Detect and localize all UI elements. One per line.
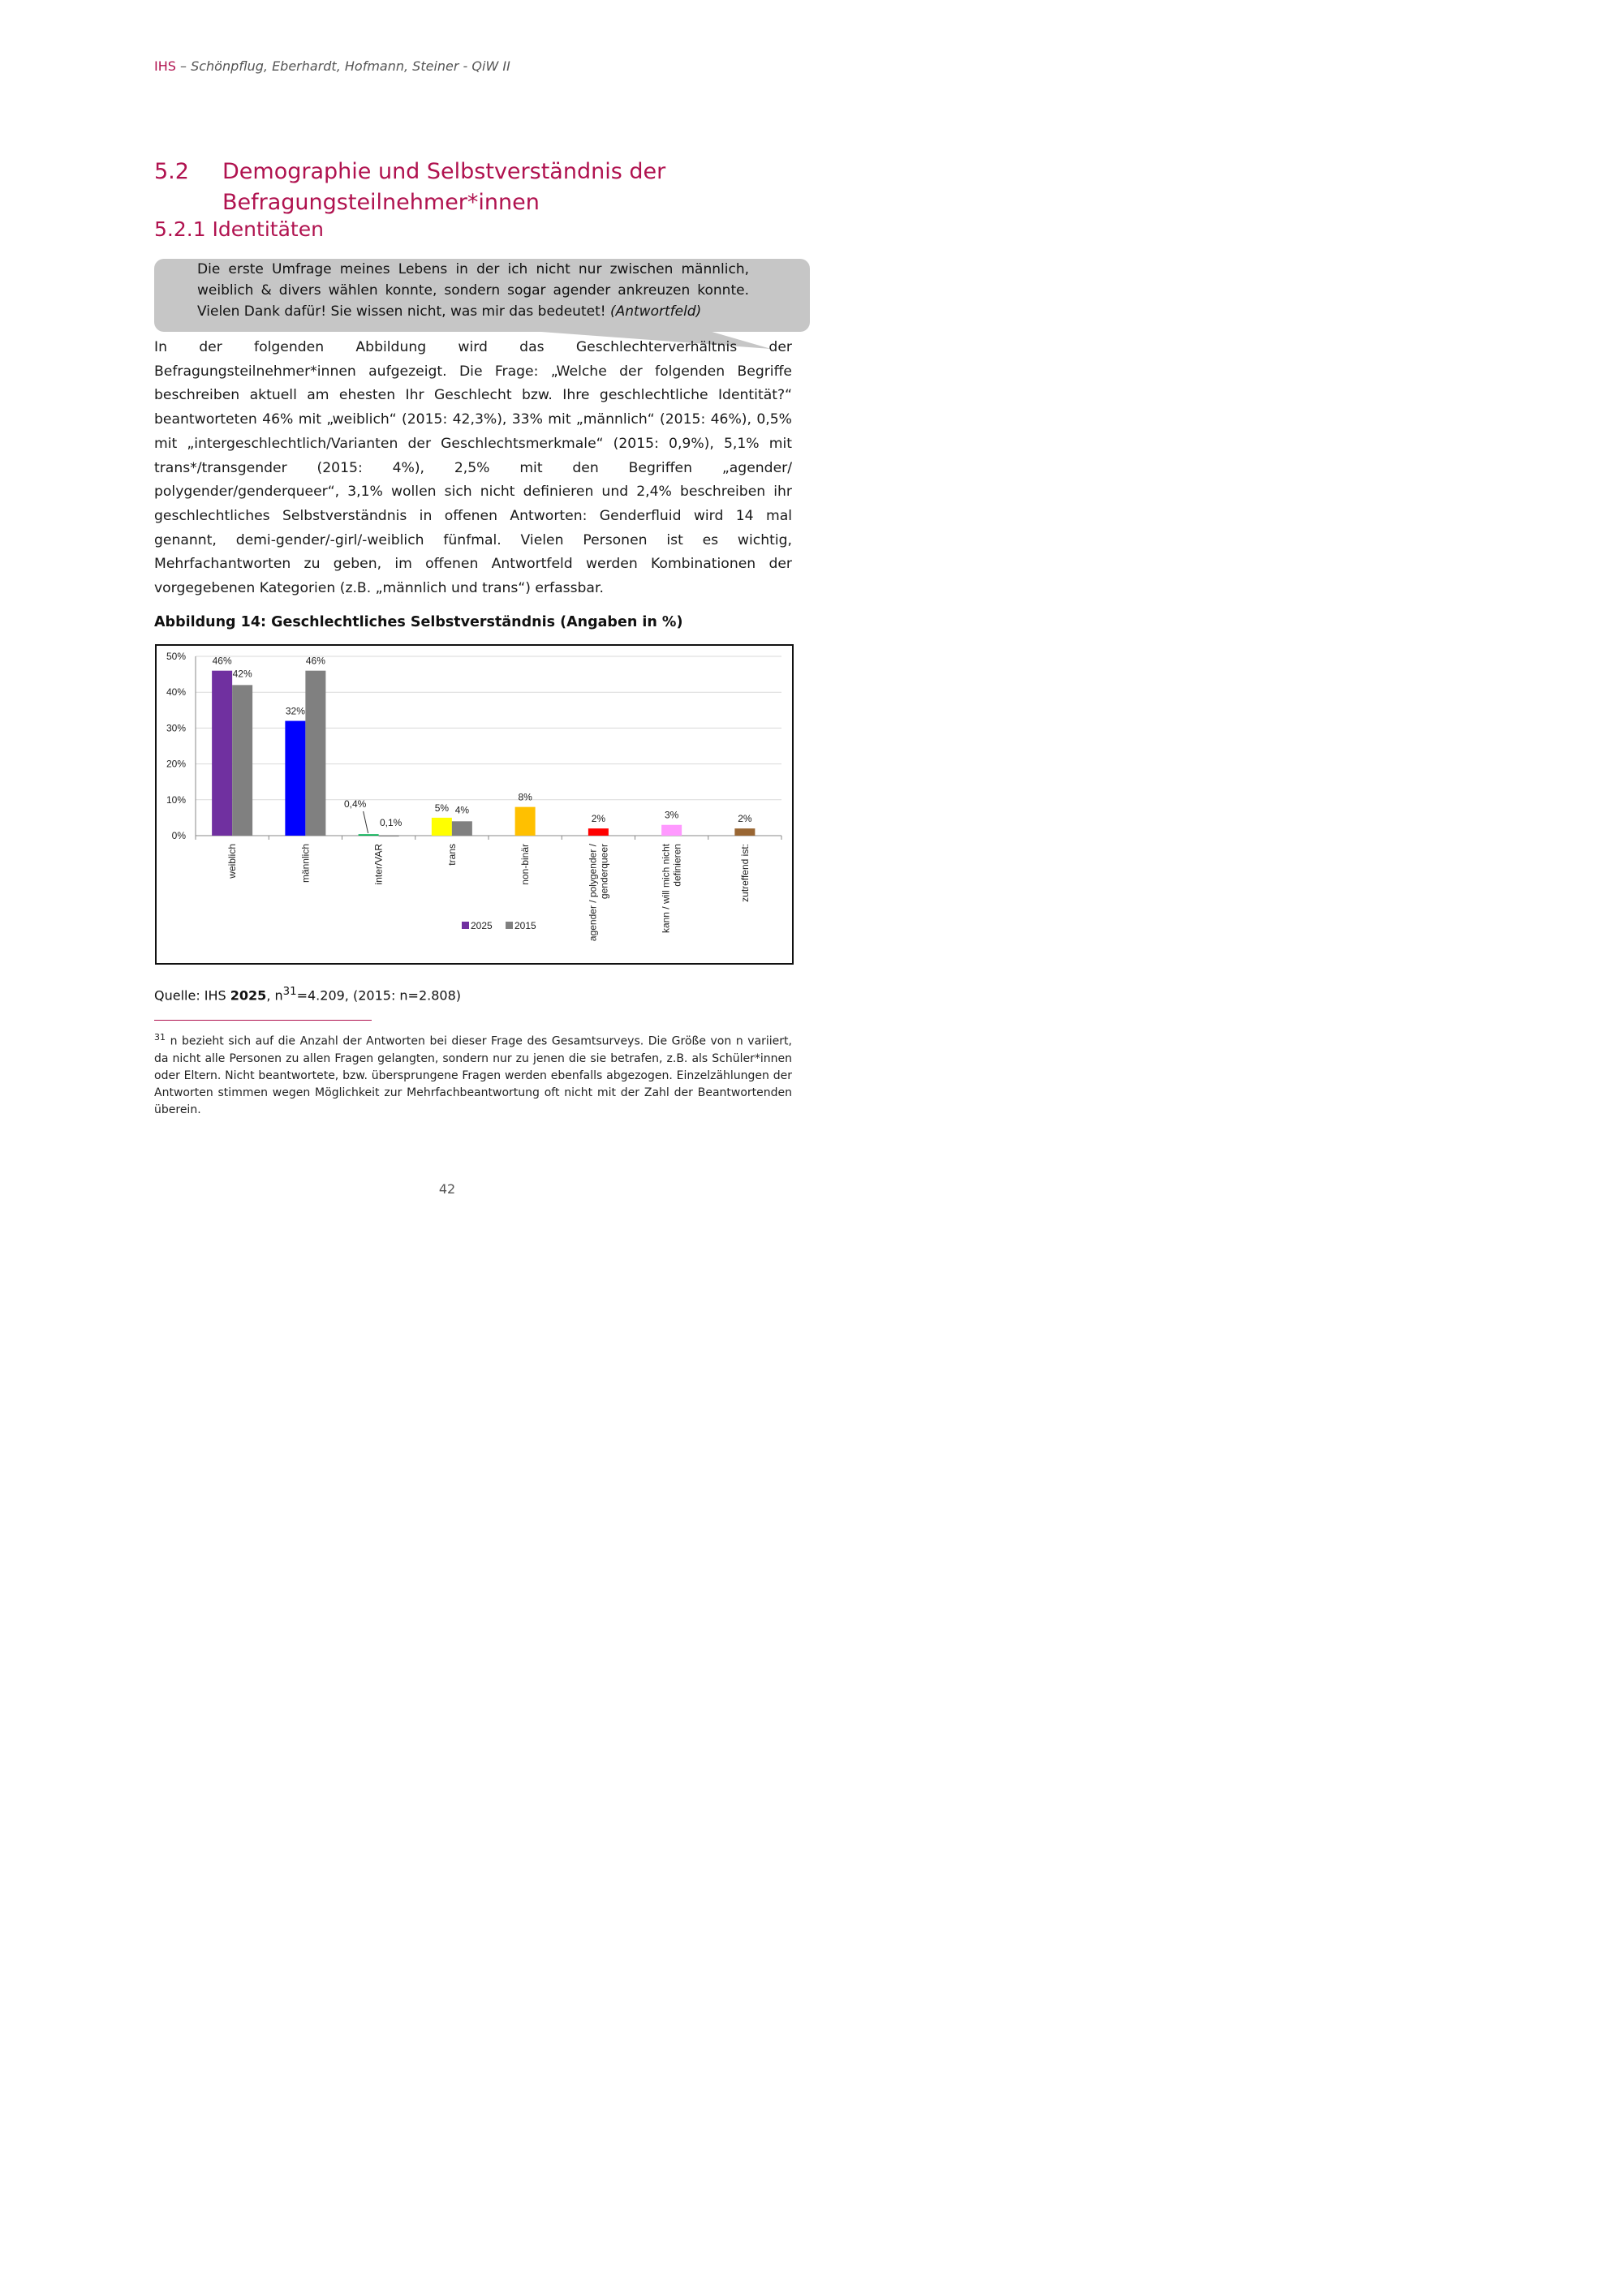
bar-2025 xyxy=(734,828,755,836)
data-label-2015: 4% xyxy=(454,804,470,816)
data-label-2025: 2% xyxy=(738,813,752,825)
source-year: 2025 xyxy=(230,987,267,1004)
data-label-2025: 2% xyxy=(591,813,606,825)
x-tick-label: trans xyxy=(446,844,458,866)
bar-2015 xyxy=(452,821,472,836)
quote-text xyxy=(197,259,749,322)
bar-chart xyxy=(155,644,796,967)
bar-2025 xyxy=(515,807,536,836)
y-tick-label: 0% xyxy=(171,830,186,841)
data-label-2015: 42% xyxy=(232,668,252,680)
x-tick-label: männlich xyxy=(299,844,312,884)
data-label-2025: 8% xyxy=(518,791,532,803)
header-authors: Schönpflug, Eberhardt, Hofmann, Steiner - QiW II xyxy=(191,58,510,74)
bar-2025 xyxy=(588,828,609,836)
bar-2025 xyxy=(359,834,379,836)
y-tick-label: 40% xyxy=(166,686,186,699)
quote-source: (Antwortfeld) xyxy=(609,303,702,320)
footnote-reference[interactable]: 31 xyxy=(282,986,297,998)
header-brand: IHS xyxy=(154,58,176,74)
x-tick-label: non-binär xyxy=(519,844,532,885)
data-label-2025: 3% xyxy=(664,809,679,821)
quote-body: Die erste Umfrage meines Lebens in der ich nicht nur zwischen männlich, weiblich & divers wählen konnte, sondern sogar agender ankreuzen konnte. Vielen Dank dafür! Sie wissen nicht, was mir das bedeutet! xyxy=(197,261,749,320)
legend-label: 2015 xyxy=(514,920,536,931)
page-number: 42 xyxy=(438,1181,456,1197)
x-tick-label: agender / polygender / xyxy=(587,844,599,942)
footnote-text: n bezieht sich auf die Anzahl der Antworten bei dieser Frage des Gesamtsurveys. Die Größe von n variiert, da nicht alle Personen zu allen Fragen gelangten, sondern nur zu jenen die sie betrafen, z.B. als Schüler*innen oder Eltern. Nicht beantwortete, bzw. übersprungene Fragen werden ebenfalls abgezogen. Einzelzählungen der Antworten stimmen wegen Möglichkeit zur Mehrfachbeantwortung oft nicht mit der Zahl der Beantwortenden überein. xyxy=(154,1034,792,1116)
x-tick-label: kann / will mich nicht xyxy=(660,844,672,934)
source-rest: =4.209, (2015: n=2.808) xyxy=(296,987,462,1004)
bar-2015 xyxy=(305,671,325,836)
source-prefix: Quelle: IHS xyxy=(154,987,230,1004)
x-tick-label: weiblich xyxy=(226,844,239,879)
data-label-2025: 0,4% xyxy=(343,798,367,810)
data-label-2015: 46% xyxy=(305,655,325,667)
bar-2025 xyxy=(285,721,305,836)
section-title-line1: Demographie und Selbstverständnis der xyxy=(222,159,666,184)
data-label-2015: 0,1% xyxy=(379,817,403,828)
legend-swatch xyxy=(506,922,513,929)
footnote-mark: 31 xyxy=(154,1032,166,1043)
source-sep: , n xyxy=(266,987,283,1004)
footnote-rule xyxy=(154,1020,372,1021)
body-paragraph: In der folgenden Abbildung wird das Geschlechterverhältnis der Befragungsteilnehmer*innen aufgezeigt. Die Frage: „Welche der folgenden Begriffe beschreiben aktuell am ehesten Ihr Geschlecht bzw. Ihre geschlechtliche Identität?“ beantworteten 46% mit „weiblich“ (2015: 42,3%), 33% mit „männlich“ (2015: 46%), 0,5% mit „intergeschlechtlich/Varianten der Geschlechtsmerkmale“ (2015: 0,9%), 5,1% mit trans*/transgender (2015: 4%), 2,5% mit den Begriffen „agender/ polygender/genderqueer“, 3,1% wollen sich nicht definieren und 2,4% beschreiben ihr geschlechtliches Selbstverständnis in offenen Antworten: Genderfluid wird 14 mal genannt, demi-gender/-girl/-weiblich fünfmal. Vielen Personen ist es wichtig, Mehrfachantworten zu geben, im offenen Antwortfeld werden Kombinationen der vorgegebenen Kategorien (z.B. „männlich und trans“) erfassbar. xyxy=(154,339,792,597)
figure-title: Abbildung 14: Geschlechtliches Selbstverständnis (Angaben in %) xyxy=(154,614,683,630)
running-header xyxy=(154,58,510,74)
y-tick-label: 30% xyxy=(166,722,186,734)
source-line xyxy=(154,986,461,1003)
bar-2025 xyxy=(212,671,232,836)
x-tick-label: inter/VAR xyxy=(372,844,385,885)
bar-2025 xyxy=(661,825,682,836)
footnote xyxy=(154,1029,792,1119)
subsection-heading: 5.2.1 Identitäten xyxy=(154,217,324,241)
y-tick-label: 20% xyxy=(166,758,186,770)
x-tick-label: zutreffend ist: xyxy=(738,844,751,902)
legend-label: 2025 xyxy=(471,920,493,931)
section-title-line2: Befragungsteilnehmer*innen xyxy=(222,190,540,215)
data-label-2025: 5% xyxy=(434,802,450,814)
header-separator: – xyxy=(175,58,192,74)
label-leader-line xyxy=(364,811,368,833)
legend-swatch xyxy=(462,922,469,929)
y-tick-label: 10% xyxy=(166,793,186,806)
x-tick-label: definieren xyxy=(671,844,683,887)
bar-2015 xyxy=(232,685,252,836)
bar-2015 xyxy=(379,836,399,837)
bar-2025 xyxy=(432,818,452,836)
x-tick-label: genderqueer xyxy=(598,844,610,900)
section-number: 5.2 xyxy=(154,159,189,184)
y-tick-label: 50% xyxy=(166,651,186,662)
data-label-2025: 32% xyxy=(285,705,305,717)
data-label-2025: 46% xyxy=(212,655,232,667)
